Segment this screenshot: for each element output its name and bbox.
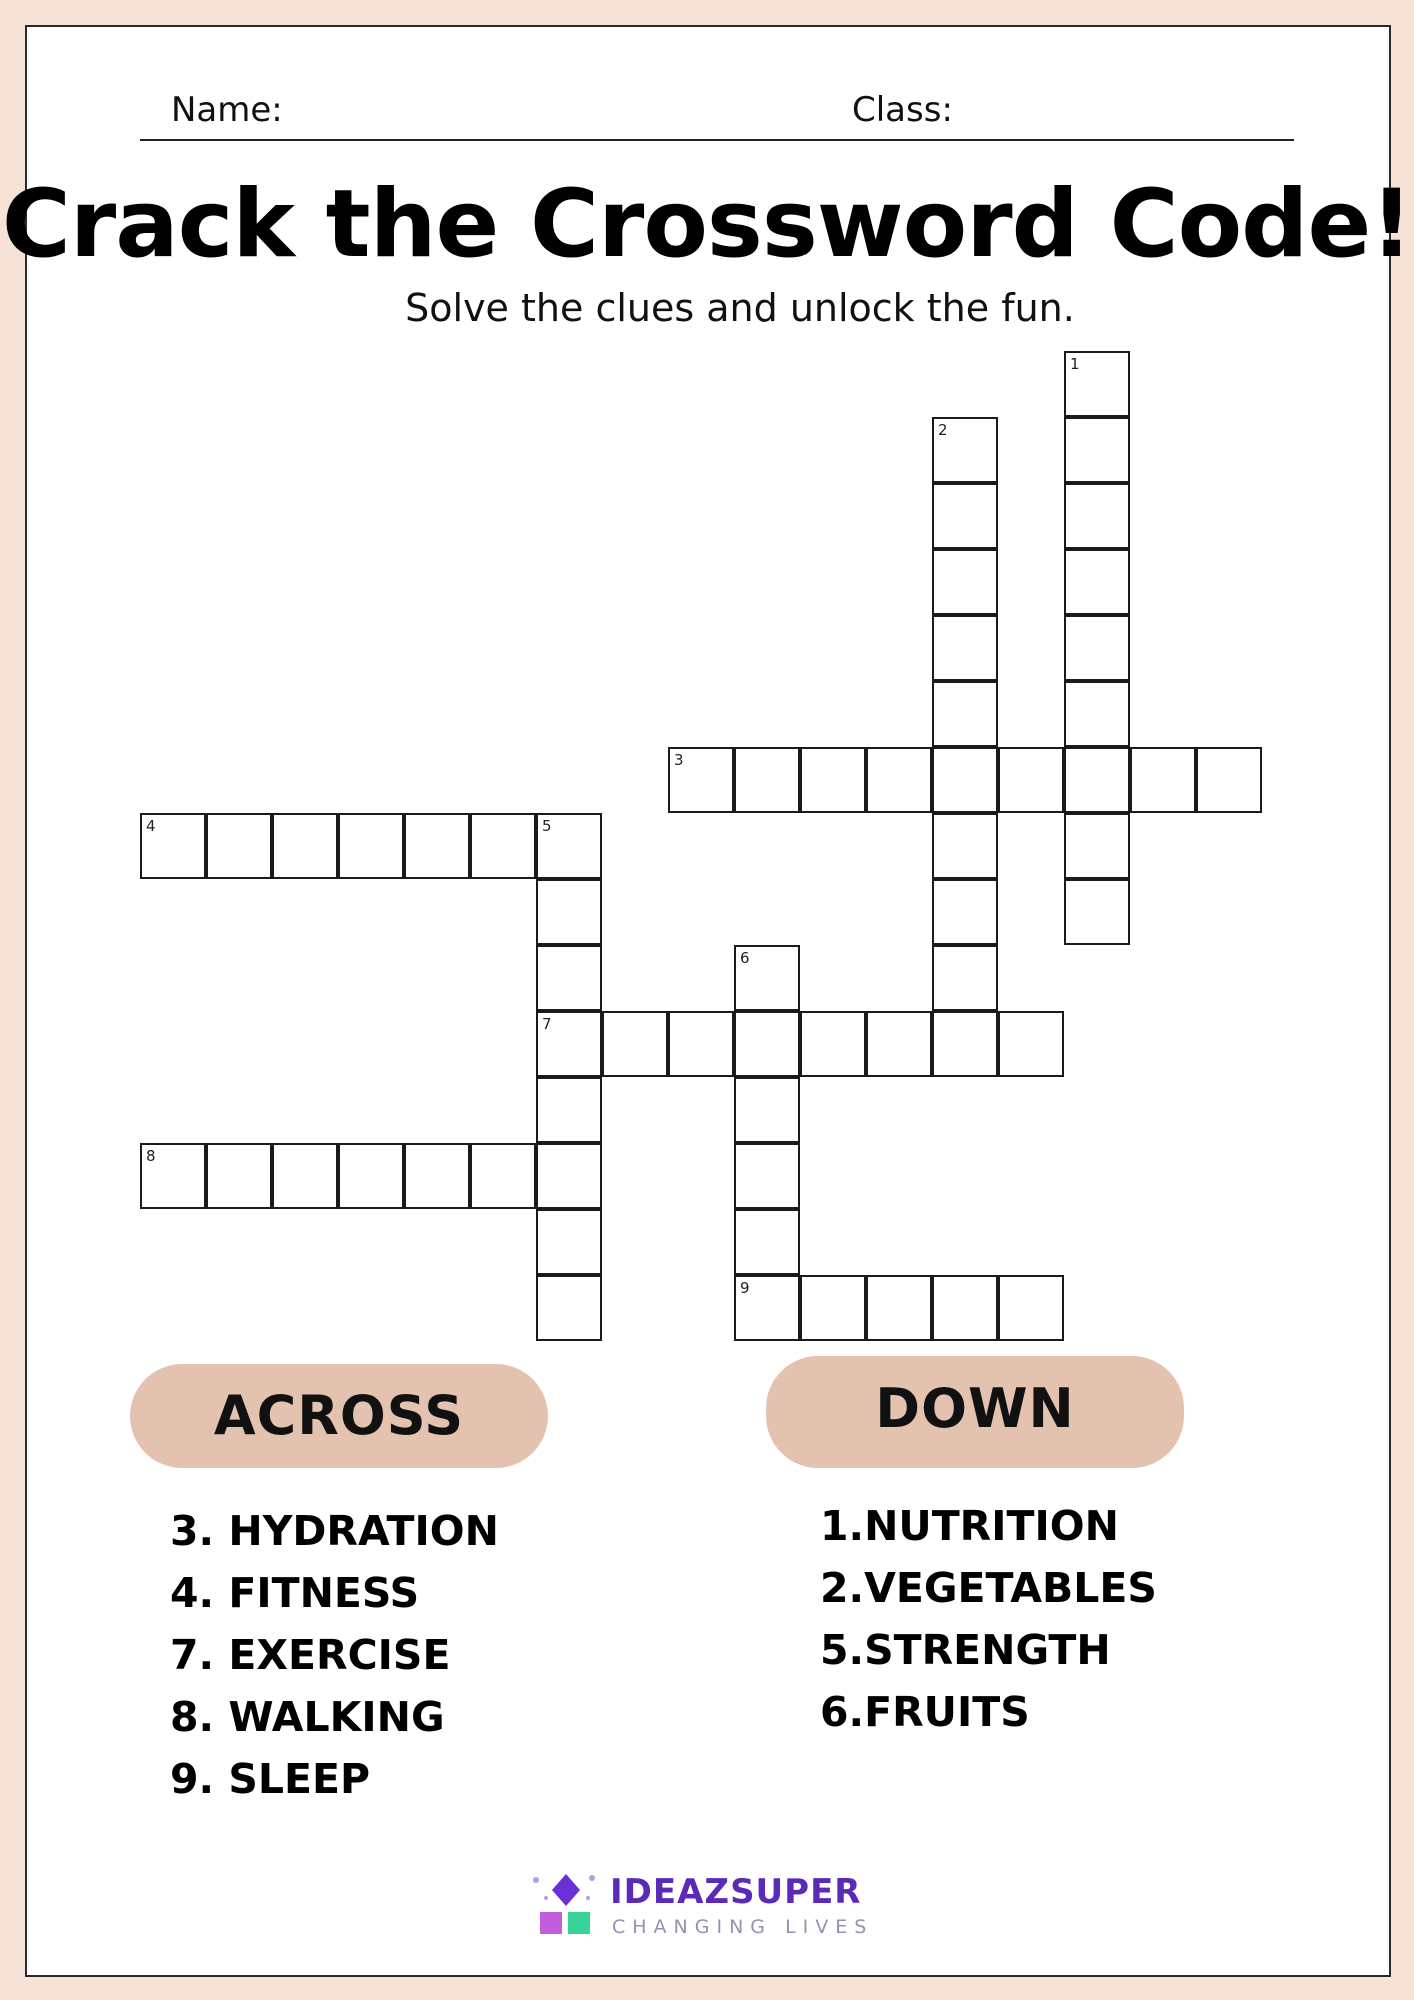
- crossword-cell[interactable]: [536, 1143, 602, 1209]
- crossword-cell[interactable]: [206, 1143, 272, 1209]
- across-clue: 4. FITNESS: [170, 1569, 420, 1617]
- crossword-cell[interactable]: [800, 1275, 866, 1341]
- across-heading: ACROSS: [130, 1364, 548, 1468]
- crossword-cell[interactable]: [1064, 615, 1130, 681]
- crossword-cell[interactable]: [536, 813, 602, 879]
- crossword-cell[interactable]: [140, 813, 206, 879]
- page-title: Crack the Crossword Code!: [1, 170, 1413, 279]
- crossword-cell[interactable]: [734, 1209, 800, 1275]
- logo-tagline: CHANGING LIVES: [612, 1916, 874, 1938]
- class-label: Class:: [852, 90, 953, 130]
- crossword-cell[interactable]: [1064, 483, 1130, 549]
- crossword-cell[interactable]: [998, 747, 1064, 813]
- logo-name: IDEAZSUPER: [610, 1872, 862, 1912]
- crossword-cell[interactable]: [338, 813, 404, 879]
- crossword-cell[interactable]: [932, 615, 998, 681]
- crossword-cell[interactable]: [602, 1011, 668, 1077]
- across-clue: 3. HYDRATION: [170, 1507, 499, 1555]
- across-clue: 9. SLEEP: [170, 1755, 371, 1803]
- crossword-cell[interactable]: [932, 879, 998, 945]
- crossword-cell[interactable]: [932, 681, 998, 747]
- crossword-cell[interactable]: [800, 747, 866, 813]
- crossword-cell[interactable]: [272, 1143, 338, 1209]
- crossword-cell[interactable]: [866, 1275, 932, 1341]
- logo-mark-icon: [526, 1868, 606, 1948]
- crossword-cell[interactable]: [734, 747, 800, 813]
- crossword-cell[interactable]: [932, 747, 998, 813]
- crossword-cell[interactable]: [932, 417, 998, 483]
- down-clue: 5.STRENGTH: [820, 1626, 1111, 1674]
- crossword-cell[interactable]: [998, 1275, 1064, 1341]
- crossword-cell[interactable]: [668, 1011, 734, 1077]
- down-clue-list: [820, 1495, 1157, 1743]
- crossword-cell[interactable]: [734, 1077, 800, 1143]
- crossword-cell[interactable]: [1130, 747, 1196, 813]
- across-clue: 7. EXERCISE: [170, 1631, 451, 1679]
- clue-number: 5: [542, 817, 552, 835]
- crossword-cell[interactable]: [932, 1011, 998, 1077]
- crossword-cell[interactable]: [1064, 681, 1130, 747]
- crossword-cell[interactable]: [536, 1077, 602, 1143]
- crossword-cell[interactable]: [140, 1143, 206, 1209]
- clue-number: 2: [938, 421, 948, 439]
- crossword-cell[interactable]: [1064, 417, 1130, 483]
- crossword-cell[interactable]: [932, 945, 998, 1011]
- crossword-cell[interactable]: [932, 813, 998, 879]
- crossword-cell[interactable]: [668, 747, 734, 813]
- crossword-cell[interactable]: [536, 945, 602, 1011]
- crossword-cell[interactable]: [1196, 747, 1262, 813]
- clue-number: 7: [542, 1015, 552, 1033]
- across-clue: 8. WALKING: [170, 1693, 445, 1741]
- clue-number: 9: [740, 1279, 750, 1297]
- crossword-cell[interactable]: [1064, 813, 1130, 879]
- crossword-cell[interactable]: [404, 813, 470, 879]
- crossword-cell[interactable]: [338, 1143, 404, 1209]
- crossword-cell[interactable]: [470, 1143, 536, 1209]
- name-label: Name:: [171, 90, 283, 130]
- crossword-cell[interactable]: [404, 1143, 470, 1209]
- crossword-cell[interactable]: [536, 1209, 602, 1275]
- crossword-cell[interactable]: [866, 747, 932, 813]
- clue-number: 4: [146, 817, 156, 835]
- crossword-cell[interactable]: [1064, 879, 1130, 945]
- brand-logo: [526, 1868, 896, 1948]
- clue-number: 3: [674, 751, 684, 769]
- crossword-cell[interactable]: [734, 1011, 800, 1077]
- crossword-cell[interactable]: [272, 813, 338, 879]
- clue-number: 1: [1070, 355, 1080, 373]
- crossword-cell[interactable]: [1064, 549, 1130, 615]
- down-clue: 2.VEGETABLES: [820, 1564, 1157, 1612]
- crossword-cell[interactable]: [206, 813, 272, 879]
- crossword-cell[interactable]: [1064, 747, 1130, 813]
- crossword-cell[interactable]: [536, 1275, 602, 1341]
- crossword-cell[interactable]: [998, 1011, 1064, 1077]
- crossword-cell[interactable]: [536, 1011, 602, 1077]
- crossword-cell[interactable]: [734, 945, 800, 1011]
- crossword-cell[interactable]: [734, 1275, 800, 1341]
- down-clue: 6.FRUITS: [820, 1688, 1030, 1736]
- crossword-cell[interactable]: [536, 879, 602, 945]
- across-clue-list: [170, 1500, 499, 1810]
- down-heading: DOWN: [766, 1356, 1184, 1468]
- crossword-cell[interactable]: [866, 1011, 932, 1077]
- crossword-cell[interactable]: [932, 549, 998, 615]
- crossword-cell[interactable]: [1064, 351, 1130, 417]
- down-clue: 1.NUTRITION: [820, 1502, 1119, 1550]
- clue-number: 6: [740, 949, 750, 967]
- crossword-cell[interactable]: [734, 1143, 800, 1209]
- crossword-cell[interactable]: [800, 1011, 866, 1077]
- clue-number: 8: [146, 1147, 156, 1165]
- crossword-cell[interactable]: [932, 483, 998, 549]
- page-subtitle: Solve the clues and unlock the fun.: [405, 286, 1075, 330]
- crossword-cell[interactable]: [932, 1275, 998, 1341]
- crossword-cell[interactable]: [470, 813, 536, 879]
